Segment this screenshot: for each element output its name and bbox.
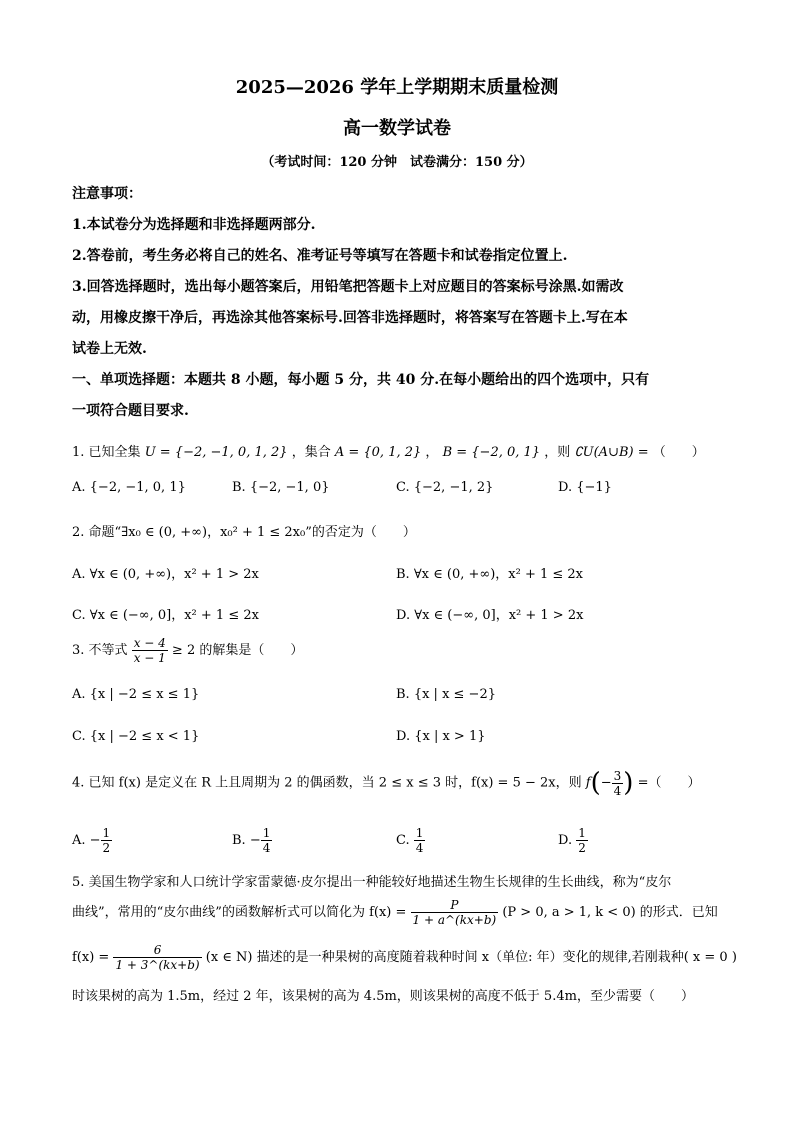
q1-option-d: D. {−1} — [558, 480, 612, 495]
fraction-denominator: 2 — [578, 841, 586, 855]
q1-option-c: C. {−2, −1, 2} — [396, 480, 494, 495]
exam-info: （考试时间：120 分钟 试卷满分：150 分） — [261, 155, 533, 170]
q2-option-d: D. ∀x ∈ (−∞, 0]，x² + 1 > 2x — [396, 608, 584, 623]
fraction-denominator: 1 + 3^(kx+b) — [115, 958, 200, 972]
q2-option-a: A. ∀x ∈ (0, +∞)，x² + 1 > 2x — [72, 567, 259, 582]
q2-option-c: C. ∀x ∈ (−∞, 0]，x² + 1 ≤ 2x — [72, 608, 259, 623]
question-1-stem — [72, 441, 705, 460]
note-item: 动，用橡皮擦干净后，再选涂其他答案标号.回答非选择题时，将答案写在答题卡上.写在本 — [72, 310, 628, 326]
fraction-denominator: 4 — [415, 841, 424, 855]
note-item: 3.回答选择题时，选出每小题答案后，用铅笔把答题卡上对应题目的答案标号涂黑.如需改 — [72, 279, 624, 295]
q3-option-b: B. {x | x ≤ −2} — [396, 687, 496, 702]
question-2-stem: 2. 命题“∃x₀ ∈ (0, +∞)，x₀² + 1 ≤ 2x₀”的否定为（ ） — [72, 525, 416, 540]
question-3-stem — [72, 636, 303, 665]
q1-set-b: B = {−2, 0, 1} — [442, 445, 541, 460]
fraction-numerator: 1 — [102, 826, 111, 840]
fraction-denominator: 2 — [102, 841, 111, 855]
notes-heading: 注意事项： — [72, 186, 142, 202]
q4-option-c — [396, 826, 425, 855]
q5-text: f(x) = — [72, 950, 110, 965]
q1-text: ， — [425, 445, 439, 460]
q3-post: ≥ 2 的解集是（ ） — [171, 643, 304, 658]
q5-text: (x ∈ N) 描述的是一种果树的高度随着栽种时间 x（单位: 年）变化的规律,若刚栽种( x = 0 ) — [205, 950, 737, 965]
q4-func: f — [585, 775, 591, 791]
q4-option-fraction — [576, 826, 588, 855]
q4-option-label: C. — [396, 833, 414, 848]
section-heading-cont: 一项符合题目要求. — [72, 403, 189, 419]
q1-pre: 1. 已知全集 — [72, 445, 141, 460]
q1-set-a: A = {0, 1, 2} — [334, 445, 422, 460]
q3-option-a: A. {x | −2 ≤ x ≤ 1} — [72, 687, 200, 702]
note-item: 1.本试卷分为选择题和非选择题两部分. — [72, 217, 316, 233]
q3-pre: 3. 不等式 — [72, 643, 128, 658]
q4-post: =（ ） — [637, 775, 701, 791]
q5-text: (P > 0, a > 1, k < 0) 的形式．已知 — [502, 905, 718, 920]
q4-option-a — [72, 826, 112, 855]
q4-paren-close: ) — [623, 768, 634, 798]
q1-text: ，则 — [544, 445, 571, 460]
question-5-line1: 5. 美国生物学家和人口统计学家雷蒙德·皮尔提出一种能较好地描述生物生长规律的生长曲线，称为“皮尔 — [72, 875, 672, 890]
q3-option-d: D. {x | x > 1} — [396, 729, 486, 744]
q5-text: 曲线”，常用的“皮尔曲线”的函数解析式可以简化为 f(x) = — [72, 905, 407, 920]
q4-option-b — [232, 826, 272, 855]
q2-option-b: B. ∀x ∈ (0, +∞)，x² + 1 ≤ 2x — [396, 567, 584, 582]
q1-option-b: B. {−2, −1, 0} — [232, 480, 330, 495]
q4-option-fraction — [101, 826, 113, 855]
q4-option-label: D. — [558, 833, 577, 848]
q1-text: ，集合 — [291, 445, 331, 460]
fraction-numerator: 1 — [262, 826, 271, 840]
question-5-line3 — [72, 943, 737, 972]
q1-answer-paren: （ ） — [652, 445, 705, 460]
fraction-denominator: 4 — [262, 841, 271, 855]
q3-denominator: x − 1 — [133, 651, 166, 665]
q4-pre: 4. 已知 f(x) 是定义在 R 上且周期为 2 的偶函数，当 2 ≤ x ≤ 3 时，f(x) = 5 − 2x，则 — [72, 775, 582, 791]
note-item: 试卷上无效. — [72, 341, 147, 357]
q4-fraction — [612, 769, 624, 798]
q4-option-label: B. − — [232, 833, 261, 848]
q4-option-label: A. − — [72, 833, 101, 848]
fraction-numerator: 6 — [113, 943, 201, 958]
q4-neg: − — [600, 775, 612, 791]
q4-option-fraction — [261, 826, 273, 855]
q1-option-a: A. {−2, −1, 0, 1} — [72, 480, 186, 495]
q1-expression: ∁U(A∪B) = — [574, 445, 649, 460]
exam-subtitle: 高一数学试卷 — [343, 118, 451, 139]
q3-option-c: C. {x | −2 ≤ x < 1} — [72, 729, 200, 744]
q5-pearl-fraction — [411, 898, 499, 927]
q3-numerator: x − 4 — [133, 636, 166, 650]
fraction-numerator: P — [411, 898, 499, 913]
q4-paren-open: ( — [590, 768, 601, 798]
q4-numerator: 3 — [613, 768, 622, 783]
q1-universal-set: U = {−2, −1, 0, 1, 2} — [144, 445, 288, 460]
question-5-line4: 时该果树的高为 1.5m，经过 2 年，该果树的高为 4.5m，则该果树的高度不低于 5.4m，至少需要（ ） — [72, 989, 694, 1004]
question-5-line2 — [72, 898, 718, 927]
q4-option-d — [558, 826, 588, 855]
q4-denominator: 4 — [613, 783, 622, 798]
note-item: 2.答卷前，考生务必将自己的姓名、准考证号等填写在答题卡和试卷指定位置上. — [72, 248, 568, 264]
exam-title: 2025—2026 学年上学期期末质量检测 — [235, 77, 559, 98]
q5-function-fraction — [113, 943, 201, 972]
section-heading: 一、单项选择题：本题共 8 小题，每小题 5 分，共 40 分.在每小题给出的四个选项中，只有 — [72, 372, 650, 388]
q3-fraction — [132, 636, 168, 665]
fraction-denominator: 1 + a^(kx+b) — [412, 913, 497, 927]
q4-option-fraction — [414, 826, 426, 855]
fraction-numerator: 1 — [578, 826, 586, 840]
fraction-numerator: 1 — [415, 826, 424, 840]
question-4-stem — [72, 768, 700, 798]
